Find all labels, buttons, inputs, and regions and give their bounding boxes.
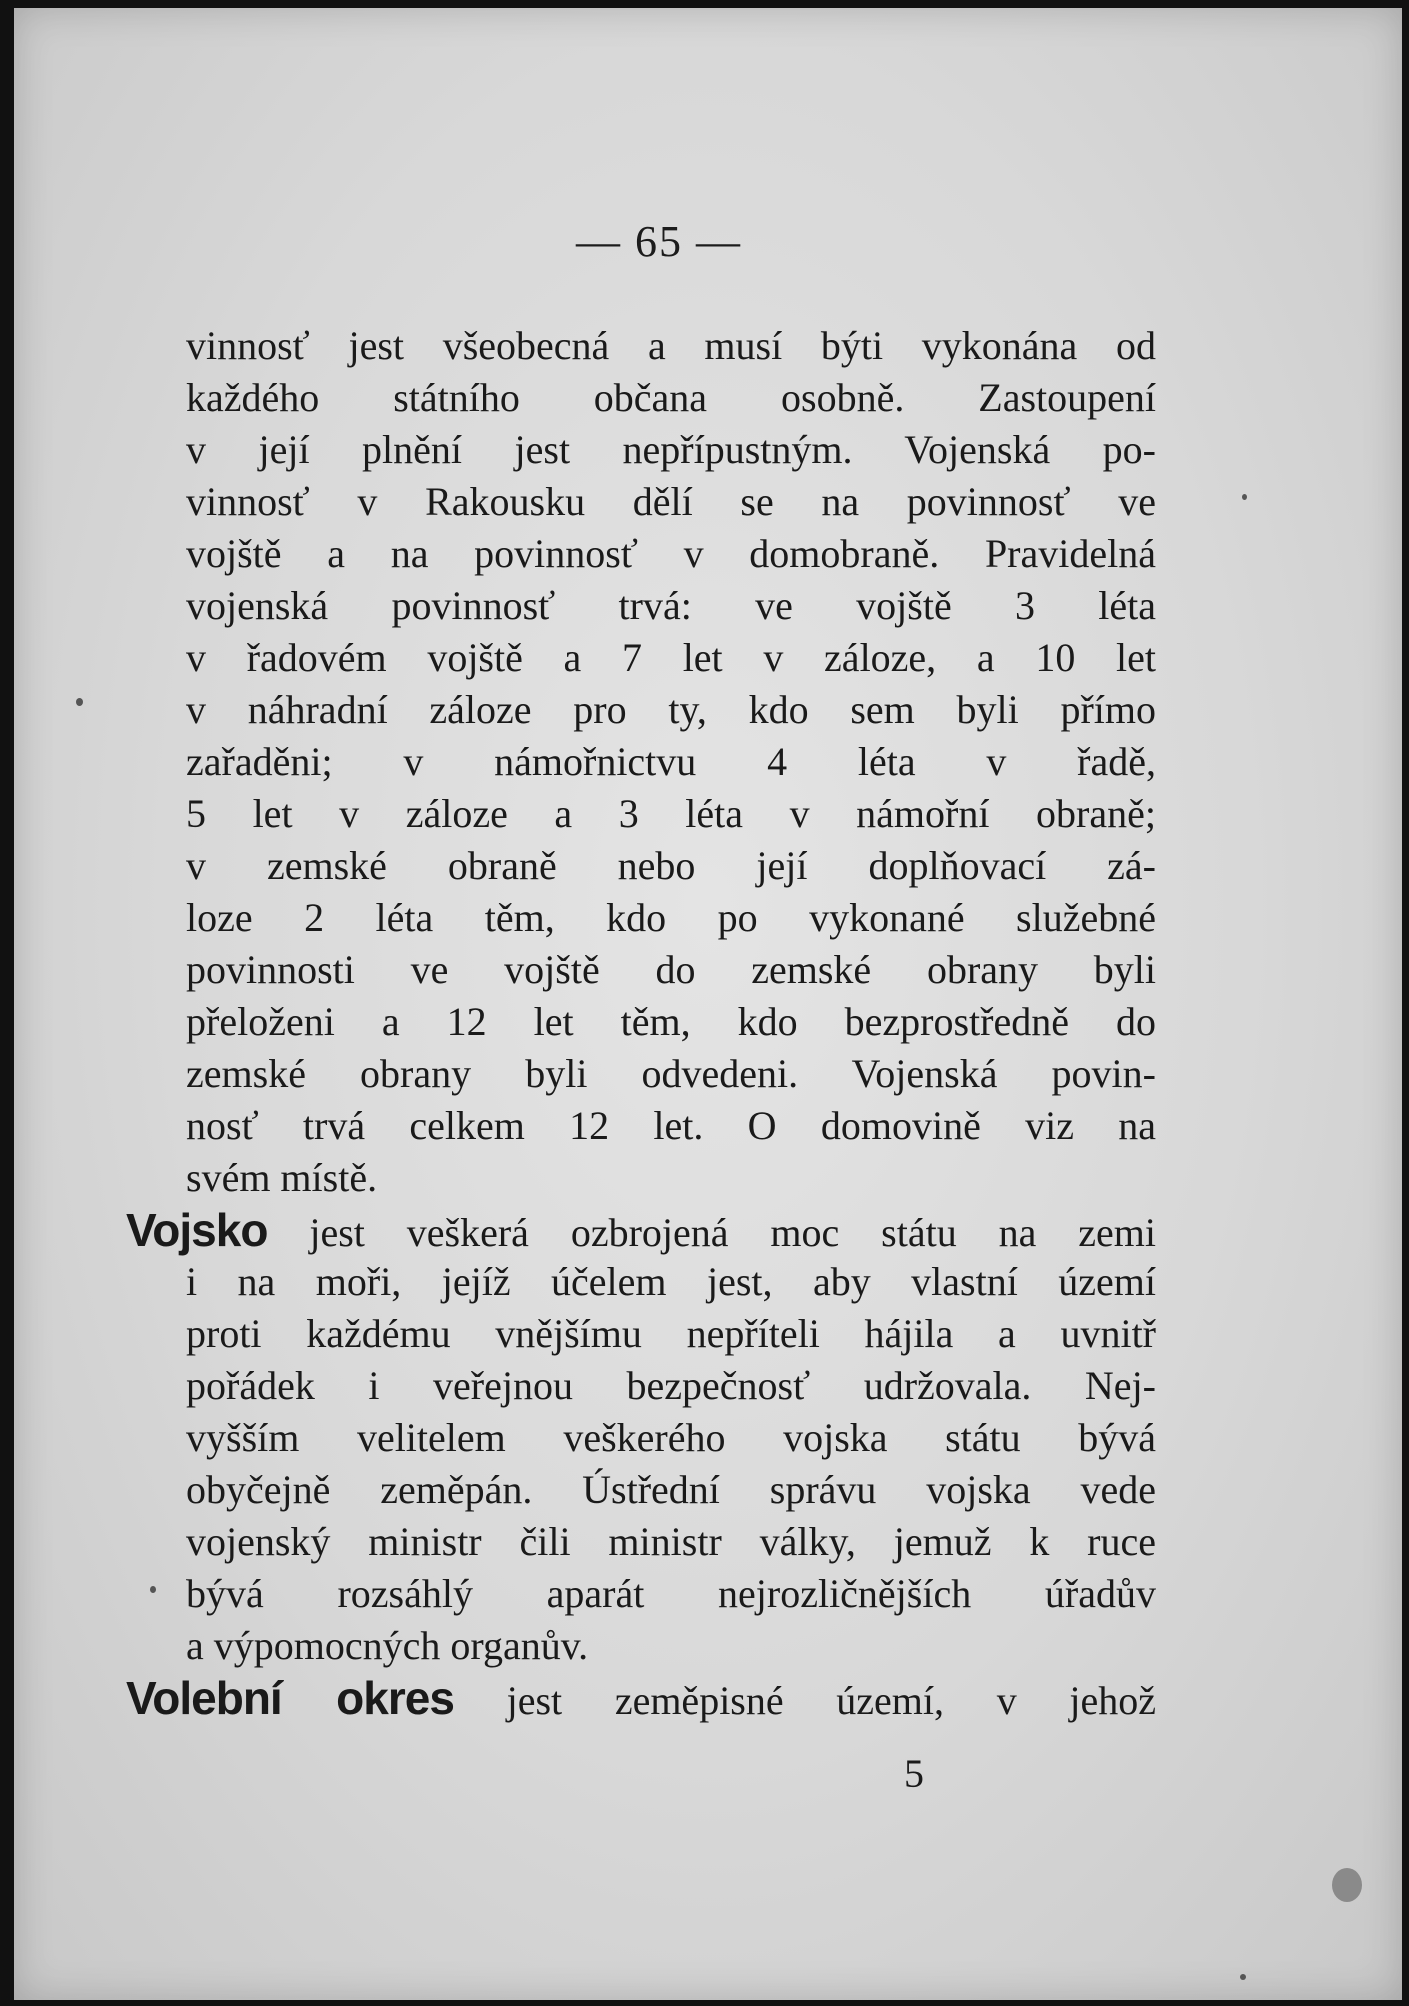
text-line: vojenský ministr čili ministr války, jemuž k ruce: [186, 1519, 1156, 1564]
paper-speck: [76, 698, 83, 706]
text-line: nosť trvá celkem 12 let. O domovině viz na: [186, 1103, 1156, 1148]
paper-speck: [1332, 1868, 1362, 1902]
text-line: přeloženi a 12 let těm, kdo bezprostředně do: [186, 999, 1156, 1044]
book-page: [14, 8, 1402, 2000]
text-line: vyšším velitelem veškerého vojska státu bývá: [186, 1415, 1156, 1460]
page-number: — 65 —: [576, 217, 742, 266]
paper-speck: [1240, 1974, 1246, 1980]
text-line: vojště a na povinnosť v domobraně. Pravidelná: [186, 531, 1156, 576]
entry-text: jest veškerá ozbrojená moc státu na zemi: [309, 1210, 1157, 1255]
text-line: v zemské obraně nebo její doplňovací zá-: [186, 843, 1156, 888]
text-line: svém místě.: [186, 1155, 378, 1200]
headword-volebni-okres: Volební okres: [126, 1672, 454, 1724]
text-line: vinnosť v Rakousku dělí se na povinnosť ve: [186, 479, 1156, 524]
text-line: v náhradní záloze pro ty, kdo sem byli přímo: [186, 687, 1156, 732]
paper-speck: [1242, 494, 1247, 500]
text-line: loze 2 léta těm, kdo po vykonané služebné: [186, 895, 1156, 940]
text-line: vojenská povinnosť trvá: ve vojště 3 léta: [186, 583, 1156, 628]
body-text: [126, 320, 1157, 1724]
text-line: v řadovém vojště a 7 let v záloze, a 10 let: [186, 635, 1156, 680]
text-line: a výpomocných organův.: [186, 1623, 589, 1668]
entry-text: jest zeměpisné území, v jehož: [506, 1678, 1156, 1723]
text-line: pořádek i veřejnou bezpečnosť udržovala. Nej-: [186, 1363, 1156, 1408]
entry-vojsko-first-line: [126, 1204, 1156, 1256]
sheet-signature: 5: [904, 1751, 924, 1796]
text-line: povinnosti ve vojště do zemské obrany byli: [186, 947, 1156, 992]
text-line: i na moři, jejíž účelem jest, aby vlastní území: [186, 1259, 1156, 1304]
text-line: v její plnění jest nepřípustným. Vojenská po-: [186, 427, 1156, 472]
text-line: proti každému vnějšímu nepříteli hájila a uvnitř: [186, 1311, 1156, 1356]
text-line: každého státního občana osobně. Zastoupení: [186, 375, 1156, 420]
text-line: obyčejně zeměpán. Ústřední správu vojska vede: [186, 1467, 1156, 1512]
entry-volebni-first-line: [126, 1672, 1156, 1724]
text-line: zemské obrany byli odvedeni. Vojenská povin-: [186, 1051, 1156, 1096]
headword-vojsko: Vojsko: [126, 1204, 268, 1256]
text-line: zařaděni; v námořnictvu 4 léta v řadě,: [186, 739, 1156, 784]
text-line: bývá rozsáhlý aparát nejrozličnějších úřadův: [186, 1571, 1156, 1616]
text-line: 5 let v záloze a 3 léta v námořní obraně;: [186, 791, 1156, 836]
paper-speck: [150, 1586, 156, 1593]
text-line: vinnosť jest všeobecná a musí býti vykonána od: [186, 323, 1156, 368]
